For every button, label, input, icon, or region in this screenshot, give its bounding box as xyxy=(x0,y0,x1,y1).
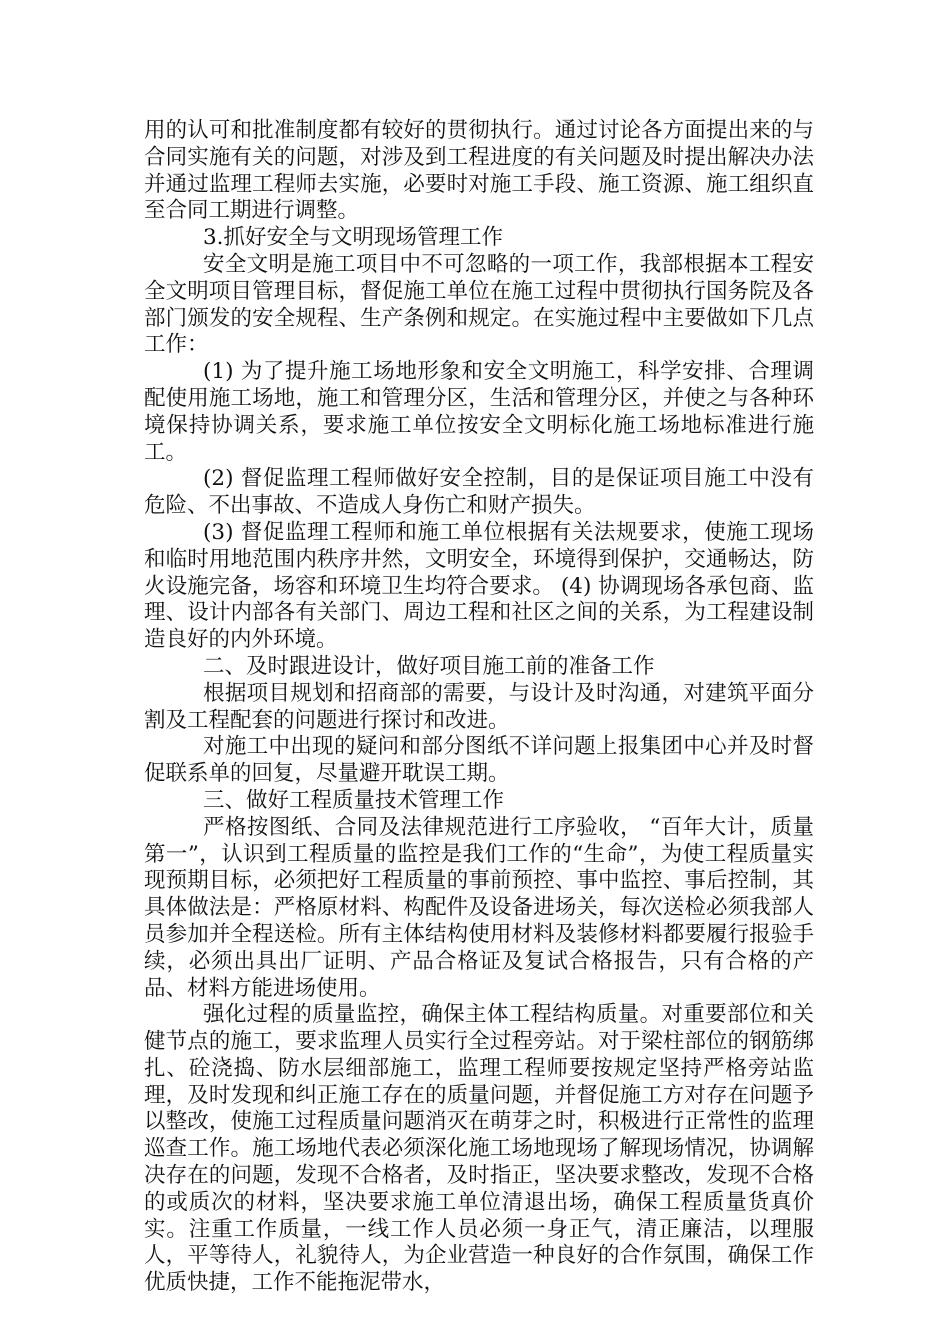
heading-section-2: 二、及时跟进设计，做好项目施工前的准备工作 xyxy=(203,653,655,679)
heading-section-3: 三、做好工程质量技术管理工作 xyxy=(203,787,505,813)
heading-safety-civilization: 3.抓好安全与文明现场管理工作 xyxy=(203,225,504,251)
paragraph-process-monitoring: 强化过程的质量监控，确保主体工程结构质量。对重要部位和关健节点的施工，要求监理人员实行全过程旁站。对于梁柱部位的钢筋绑扎、砼浇捣、防水层细部施工，监理工程师要按规定坚持严格旁站监理，及时发现和纠正施工存在的质量问题，并督促施工方对存在问题予以整改，使施工过程质量问题消灭在萌芽之时，积极进行正常性的监理巡查工作。施工场地代表必须深化施工场地现场了解现场情况，协调解决存在的问题，发现不合格者，及时指正，坚决要求整改，发现不合格的或质次的材料，坚决要求施工单位清退出场，确保工程质量货真价实。注重工作质量，一线工作人员必须一身正气，清正廉洁，以理服人，平等待人，礼貌待人，为企业营造一种良好的合作氛围，确保工作优质快捷，工作不能拖泥带水， xyxy=(144,1002,814,1296)
paragraph-drawing-issues: 对施工中出现的疑问和部分图纸不详问题上报集团中心并及时督促联系单的回复，尽量避开耽误工期。 xyxy=(144,734,814,787)
paragraph-quality-acceptance: 严格按图纸、合同及法律规范进行工序验收， “百年大计，质量第一”，认识到工程质量的监控是我们工作的“生命”，为使工程质量实现预期目标，必须把好工程质量的事前预控、事中监控、事后控制，其具体做法是：严格原材料、构配件及设备进场关，每次送检必须我部人员参加并全程送检。所有主体结构使用材料及装修材料都要履行报验手续，必须出具出厂证明、产品合格证及复试合格报告，只有合格的产品、材料方能进场使用。 xyxy=(144,814,814,1001)
document-body xyxy=(144,118,814,1297)
paragraph-item-2: (2) 督促监理工程师做好安全控制，目的是保证项目施工中没有危险、不出事故、不造成人身伤亡和财产损失。 xyxy=(144,466,814,519)
paragraph-item-3-4: (3) 督促监理工程师和施工单位根据有关法规要求，使施工现场和临时用地范围内秩序井然，文明安全，环境得到保护，交通畅达，防火设施完备，场容和环境卫生均符合要求。 (4) 协调现场各承包商、监理、设计内部各有关部门、周边工程和社区之间的关系，为工程建设制造良好的内外环境。 xyxy=(144,519,814,653)
paragraph-item-1: (1) 为了提升施工场地形象和安全文明施工，科学安排、合理调配使用施工场地，施工和管理分区，生活和管理分区，并使之与各种环境保持协调关系，要求施工单位按安全文明标化施工场地标准进行施工。 xyxy=(144,359,814,465)
paragraph-design-communication: 根据项目规划和招商部的需要，与设计及时沟通，对建筑平面分割及工程配套的问题进行探讨和改进。 xyxy=(144,680,814,733)
paragraph-safety-intro: 安全文明是施工项目中不可忽略的一项工作，我部根据本工程安全文明项目管理目标，督促施工单位在施工过程中贯彻执行国务院及各部门颁发的安全规程、生产条例和规定。在实施过程中主要做如下几点工作： xyxy=(144,251,814,358)
paragraph-approval-system: 用的认可和批准制度都有较好的贯彻执行。通过讨论各方面提出来的与合同实施有关的问题，对涉及到工程进度的有关问题及时提出解决办法并通过监理工程师去实施，必要时对施工手段、施工资源、施工组织直至合同工期进行调整。 xyxy=(144,118,814,224)
